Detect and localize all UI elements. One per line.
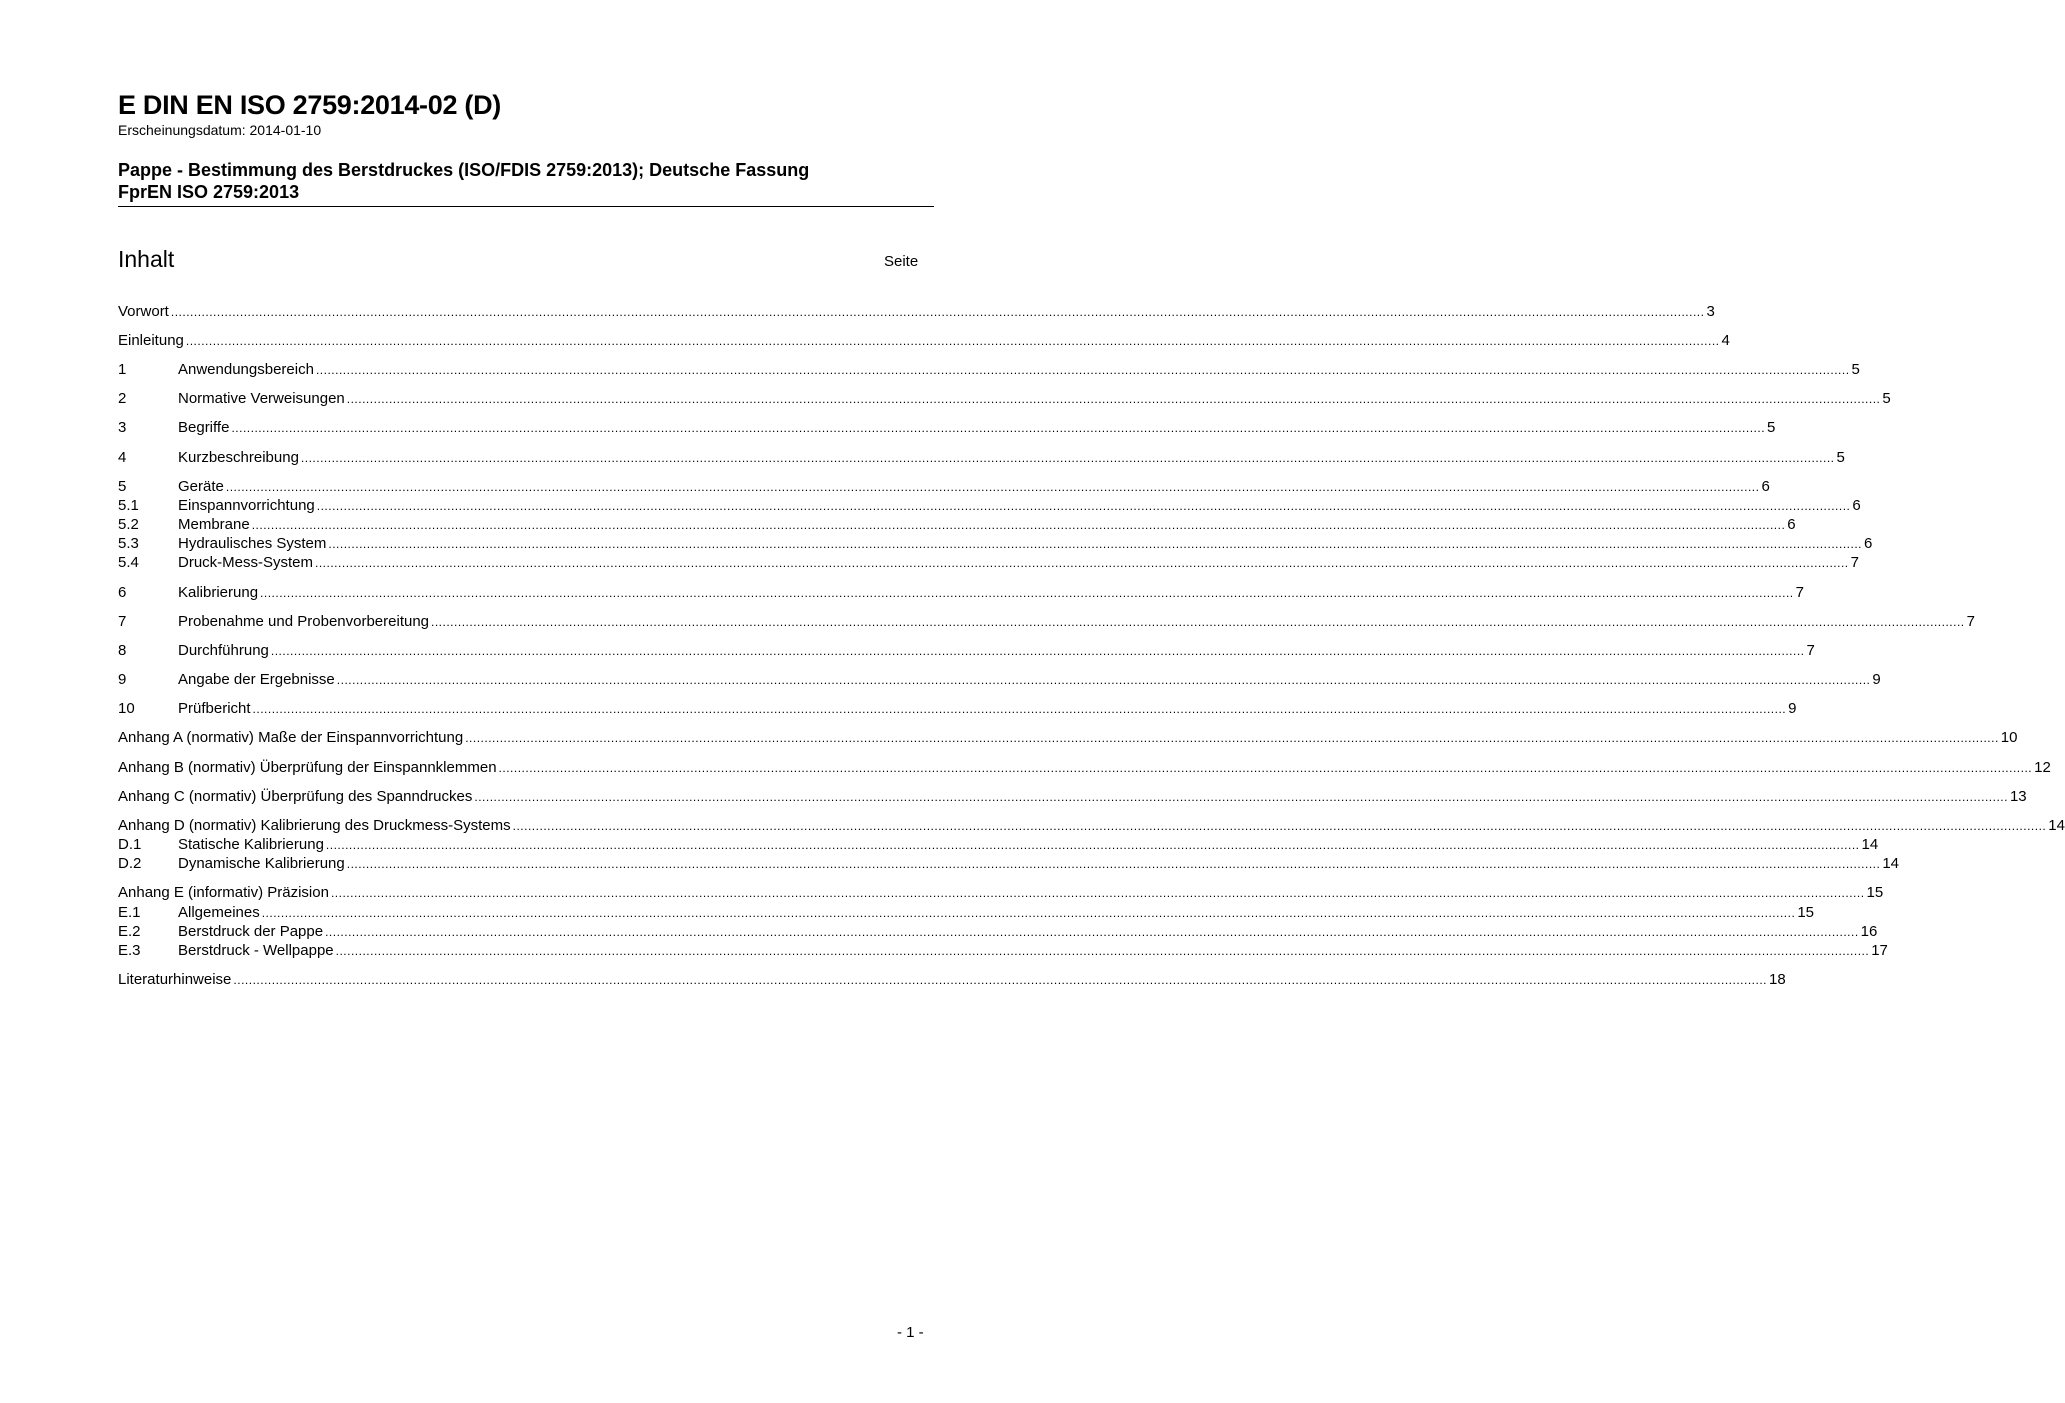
toc-dot-leader: ................................................................................................................................................................................................................................................................................................................................................................................................................ [261, 906, 1796, 920]
toc-entry[interactable] [118, 728, 2018, 747]
toc-entry-number: 10 [118, 700, 135, 717]
toc-dot-leader: ................................................................................................................................................................................................................................................................................................................................................................................................................ [336, 673, 1871, 687]
toc-entry-number: 6 [118, 584, 127, 601]
toc-heading: Inhalt [118, 246, 175, 272]
toc-page-column-label: Seite [884, 253, 919, 270]
toc-entry[interactable] [118, 360, 1860, 379]
publication-date: Erscheinungsdatum: 2014-01-10 [118, 122, 322, 138]
toc-dot-leader: ................................................................................................................................................................................................................................................................................................................................................................................................................ [325, 838, 1860, 852]
toc-entry-label: Statische Kalibrierung [178, 836, 324, 853]
toc-entry-page: 17 [1871, 942, 1888, 959]
toc-entry-page: 7 [1850, 554, 1859, 571]
toc-entry[interactable] [118, 903, 1814, 922]
toc-entry[interactable] [118, 787, 2027, 806]
toc-entry-number: D.1 [118, 836, 142, 853]
toc-dot-leader: ................................................................................................................................................................................................................................................................................................................................................................................................................ [325, 925, 1859, 939]
toc-entry-page: 13 [2009, 788, 2027, 805]
toc-entry-number: 5.2 [118, 516, 139, 533]
toc-entry-number: 8 [118, 642, 127, 659]
toc-entry-label: Anhang A (normativ) Maße der Einspannvorrichtung [118, 729, 464, 746]
toc-dot-leader: ................................................................................................................................................................................................................................................................................................................................................................................................................ [498, 761, 2033, 775]
toc-dot-leader: ................................................................................................................................................................................................................................................................................................................................................................................................................ [233, 973, 1767, 987]
toc-entry-label: Kalibrierung [178, 584, 259, 601]
toc-entry-number: 4 [118, 449, 127, 466]
toc-entry-label: Membrane [178, 516, 250, 533]
toc-entry[interactable] [118, 641, 1815, 660]
toc-entry[interactable] [118, 835, 1879, 854]
toc-entry-label: Anhang B (normativ) Überprüfung der Einspannklemmen [118, 759, 497, 776]
toc-entry-number: E.1 [118, 904, 141, 921]
toc-entry[interactable] [118, 670, 1881, 689]
page-number: - 1 - [897, 1324, 924, 1341]
toc-entry-page: 4 [1721, 332, 1730, 349]
toc-entry-number: 1 [118, 361, 127, 378]
toc-entry-label: Druck-Mess-System [178, 554, 314, 571]
document-subject [118, 159, 918, 203]
toc-entry[interactable] [118, 553, 1859, 572]
document-title: E DIN EN ISO 2759:2014-02 (D) [118, 90, 501, 120]
toc-dot-leader: ................................................................................................................................................................................................................................................................................................................................................................................................................ [170, 305, 1705, 319]
toc-entry-page: 15 [1797, 904, 1814, 921]
toc-dot-leader: ................................................................................................................................................................................................................................................................................................................................................................................................................ [315, 363, 1850, 377]
toc-entry-label: Kurzbeschreibung [178, 449, 299, 466]
toc-entry[interactable] [118, 854, 1900, 873]
header-divider [118, 206, 934, 207]
toc-entry-label: Berstdruck der Pappe [178, 923, 324, 940]
toc-entry-label: Literaturhinweise [118, 971, 232, 988]
toc-entry-label: Probenahme und Probenvorbereitung [178, 613, 430, 630]
toc-entry-number: 5.4 [118, 554, 139, 571]
toc-dot-leader: ................................................................................................................................................................................................................................................................................................................................................................................................................ [346, 392, 1881, 406]
toc-entry-page: 5 [1882, 390, 1891, 407]
toc-dot-leader: ................................................................................................................................................................................................................................................................................................................................................................................................................ [225, 480, 1760, 494]
toc-entry-label: Anhang E (informativ) Präzision [118, 884, 329, 901]
toc-entry-label: Prüfbericht [178, 700, 251, 717]
toc-entry-label: Begriffe [178, 419, 230, 436]
toc-entry-label: Einleitung [118, 332, 184, 349]
toc-entry[interactable] [118, 883, 1884, 902]
toc-entry-page: 14 [1882, 855, 1900, 872]
toc-entry-page: 14 [2048, 817, 2065, 834]
toc-entry-page: 5 [1851, 361, 1860, 378]
toc-entry-label: Allgemeines [178, 904, 260, 921]
toc-entry-page: 6 [1863, 535, 1873, 552]
toc-entry[interactable] [118, 389, 1891, 408]
toc-entry-label: Berstdruck - Wellpappe [178, 942, 334, 959]
toc-entry[interactable] [118, 331, 1730, 350]
toc-entry-page: 7 [1795, 584, 1804, 601]
toc-entry-label: Dynamische Kalibrierung [178, 855, 345, 872]
toc-dot-leader: ................................................................................................................................................................................................................................................................................................................................................................................................................ [185, 334, 1720, 348]
toc-dot-leader: ................................................................................................................................................................................................................................................................................................................................................................................................................ [316, 499, 1851, 513]
toc-entry-number: D.2 [118, 855, 142, 872]
toc-entry-label: Normative Verweisungen [178, 390, 345, 407]
toc-entry-page: 15 [1866, 884, 1884, 901]
toc-entry[interactable] [118, 496, 1861, 515]
toc-entry[interactable] [118, 583, 1804, 602]
toc-entry[interactable] [118, 534, 1873, 553]
toc-entry[interactable] [118, 302, 1715, 321]
toc-entry-page: 7 [1966, 613, 1975, 630]
toc-entry-number: 3 [118, 419, 127, 436]
toc-dot-leader: ................................................................................................................................................................................................................................................................................................................................................................................................................ [315, 556, 1849, 570]
toc-dot-leader: ................................................................................................................................................................................................................................................................................................................................................................................................................ [260, 586, 1794, 600]
toc-dot-leader: ................................................................................................................................................................................................................................................................................................................................................................................................................ [431, 615, 1965, 629]
toc-dot-leader: ................................................................................................................................................................................................................................................................................................................................................................................................................ [231, 421, 1766, 435]
toc-entry-label: Angabe der Ergebnisse [178, 671, 335, 688]
toc-entry-page: 16 [1860, 923, 1878, 940]
toc-entry-page: 12 [2034, 759, 2051, 776]
toc-dot-leader: ................................................................................................................................................................................................................................................................................................................................................................................................................ [465, 731, 1999, 745]
toc-entry[interactable] [118, 816, 2065, 835]
toc-entry-label: Einspannvorrichtung [178, 497, 315, 514]
toc-entry[interactable] [118, 922, 1878, 941]
toc-entry-page: 5 [1767, 419, 1776, 436]
toc-dot-leader: ................................................................................................................................................................................................................................................................................................................................................................................................................ [300, 451, 1835, 465]
toc-dot-leader: ................................................................................................................................................................................................................................................................................................................................................................................................................ [335, 944, 1870, 958]
toc-dot-leader: ................................................................................................................................................................................................................................................................................................................................................................................................................ [346, 857, 1881, 871]
toc-entry-number: 5 [118, 478, 127, 495]
toc-entry-number: 9 [118, 671, 127, 688]
toc-entry-number: 5.1 [118, 497, 139, 514]
toc-entry[interactable] [118, 699, 1797, 718]
toc-entry-page: 5 [1836, 449, 1845, 466]
toc-entry[interactable] [118, 612, 1975, 631]
toc-entry-page: 6 [1787, 516, 1796, 533]
toc-entry-label: Anwendungsbereich [178, 361, 314, 378]
toc-entry[interactable] [118, 758, 2051, 777]
toc-entry-number: E.2 [118, 923, 141, 940]
toc-entry-number: E.3 [118, 942, 141, 959]
toc-entry-number: 5.3 [118, 535, 139, 552]
toc-entry-number: 7 [118, 613, 127, 630]
toc-entry-page: 18 [1769, 971, 1786, 988]
toc-entry-page: 7 [1806, 642, 1815, 659]
toc-entry-page: 3 [1706, 303, 1715, 320]
subject-line-1: Pappe - Bestimmung des Berstdruckes (ISO/FDIS 2759:2013); Deutsche Fassung [118, 160, 810, 180]
toc-entry[interactable] [118, 970, 1786, 989]
toc-entry[interactable] [118, 477, 1770, 496]
toc-dot-leader: ................................................................................................................................................................................................................................................................................................................................................................................................................ [251, 518, 1786, 532]
toc-dot-leader: ................................................................................................................................................................................................................................................................................................................................................................................................................ [330, 886, 1865, 900]
toc-entry-label: Anhang C (normativ) Überprüfung des Spanndruckes [118, 788, 473, 805]
toc-dot-leader: ................................................................................................................................................................................................................................................................................................................................................................................................................ [252, 702, 1787, 716]
toc-entry[interactable] [118, 941, 1888, 960]
toc-entry[interactable] [118, 515, 1796, 534]
toc-entry-label: Durchführung [178, 642, 269, 659]
toc-dot-leader: ................................................................................................................................................................................................................................................................................................................................................................................................................ [328, 537, 1862, 551]
toc-entry-page: 14 [1861, 836, 1879, 853]
toc-dot-leader: ................................................................................................................................................................................................................................................................................................................................................................................................................ [270, 644, 1805, 658]
toc-entry-page: 6 [1761, 478, 1770, 495]
toc-entry-page: 9 [1872, 671, 1881, 688]
toc-entry[interactable] [118, 448, 1845, 467]
toc-entry-label: Anhang D (normativ) Kalibrierung des Druckmess-Systems [118, 817, 511, 834]
toc-entry[interactable] [118, 418, 1776, 437]
toc-entry-page: 10 [2000, 729, 2018, 746]
toc-entry-label: Geräte [178, 478, 224, 495]
toc-dot-leader: ................................................................................................................................................................................................................................................................................................................................................................................................................ [474, 790, 2008, 804]
toc-entry-label: Hydraulisches System [178, 535, 327, 552]
toc-entry-page: 6 [1852, 497, 1861, 514]
toc-entry-page: 9 [1788, 700, 1797, 717]
toc-dot-leader: ................................................................................................................................................................................................................................................................................................................................................................................................................ [512, 819, 2047, 833]
toc-entry-label: Vorwort [118, 303, 169, 320]
subject-line-2: FprEN ISO 2759:2013 [118, 182, 300, 202]
toc-entry-number: 2 [118, 390, 127, 407]
